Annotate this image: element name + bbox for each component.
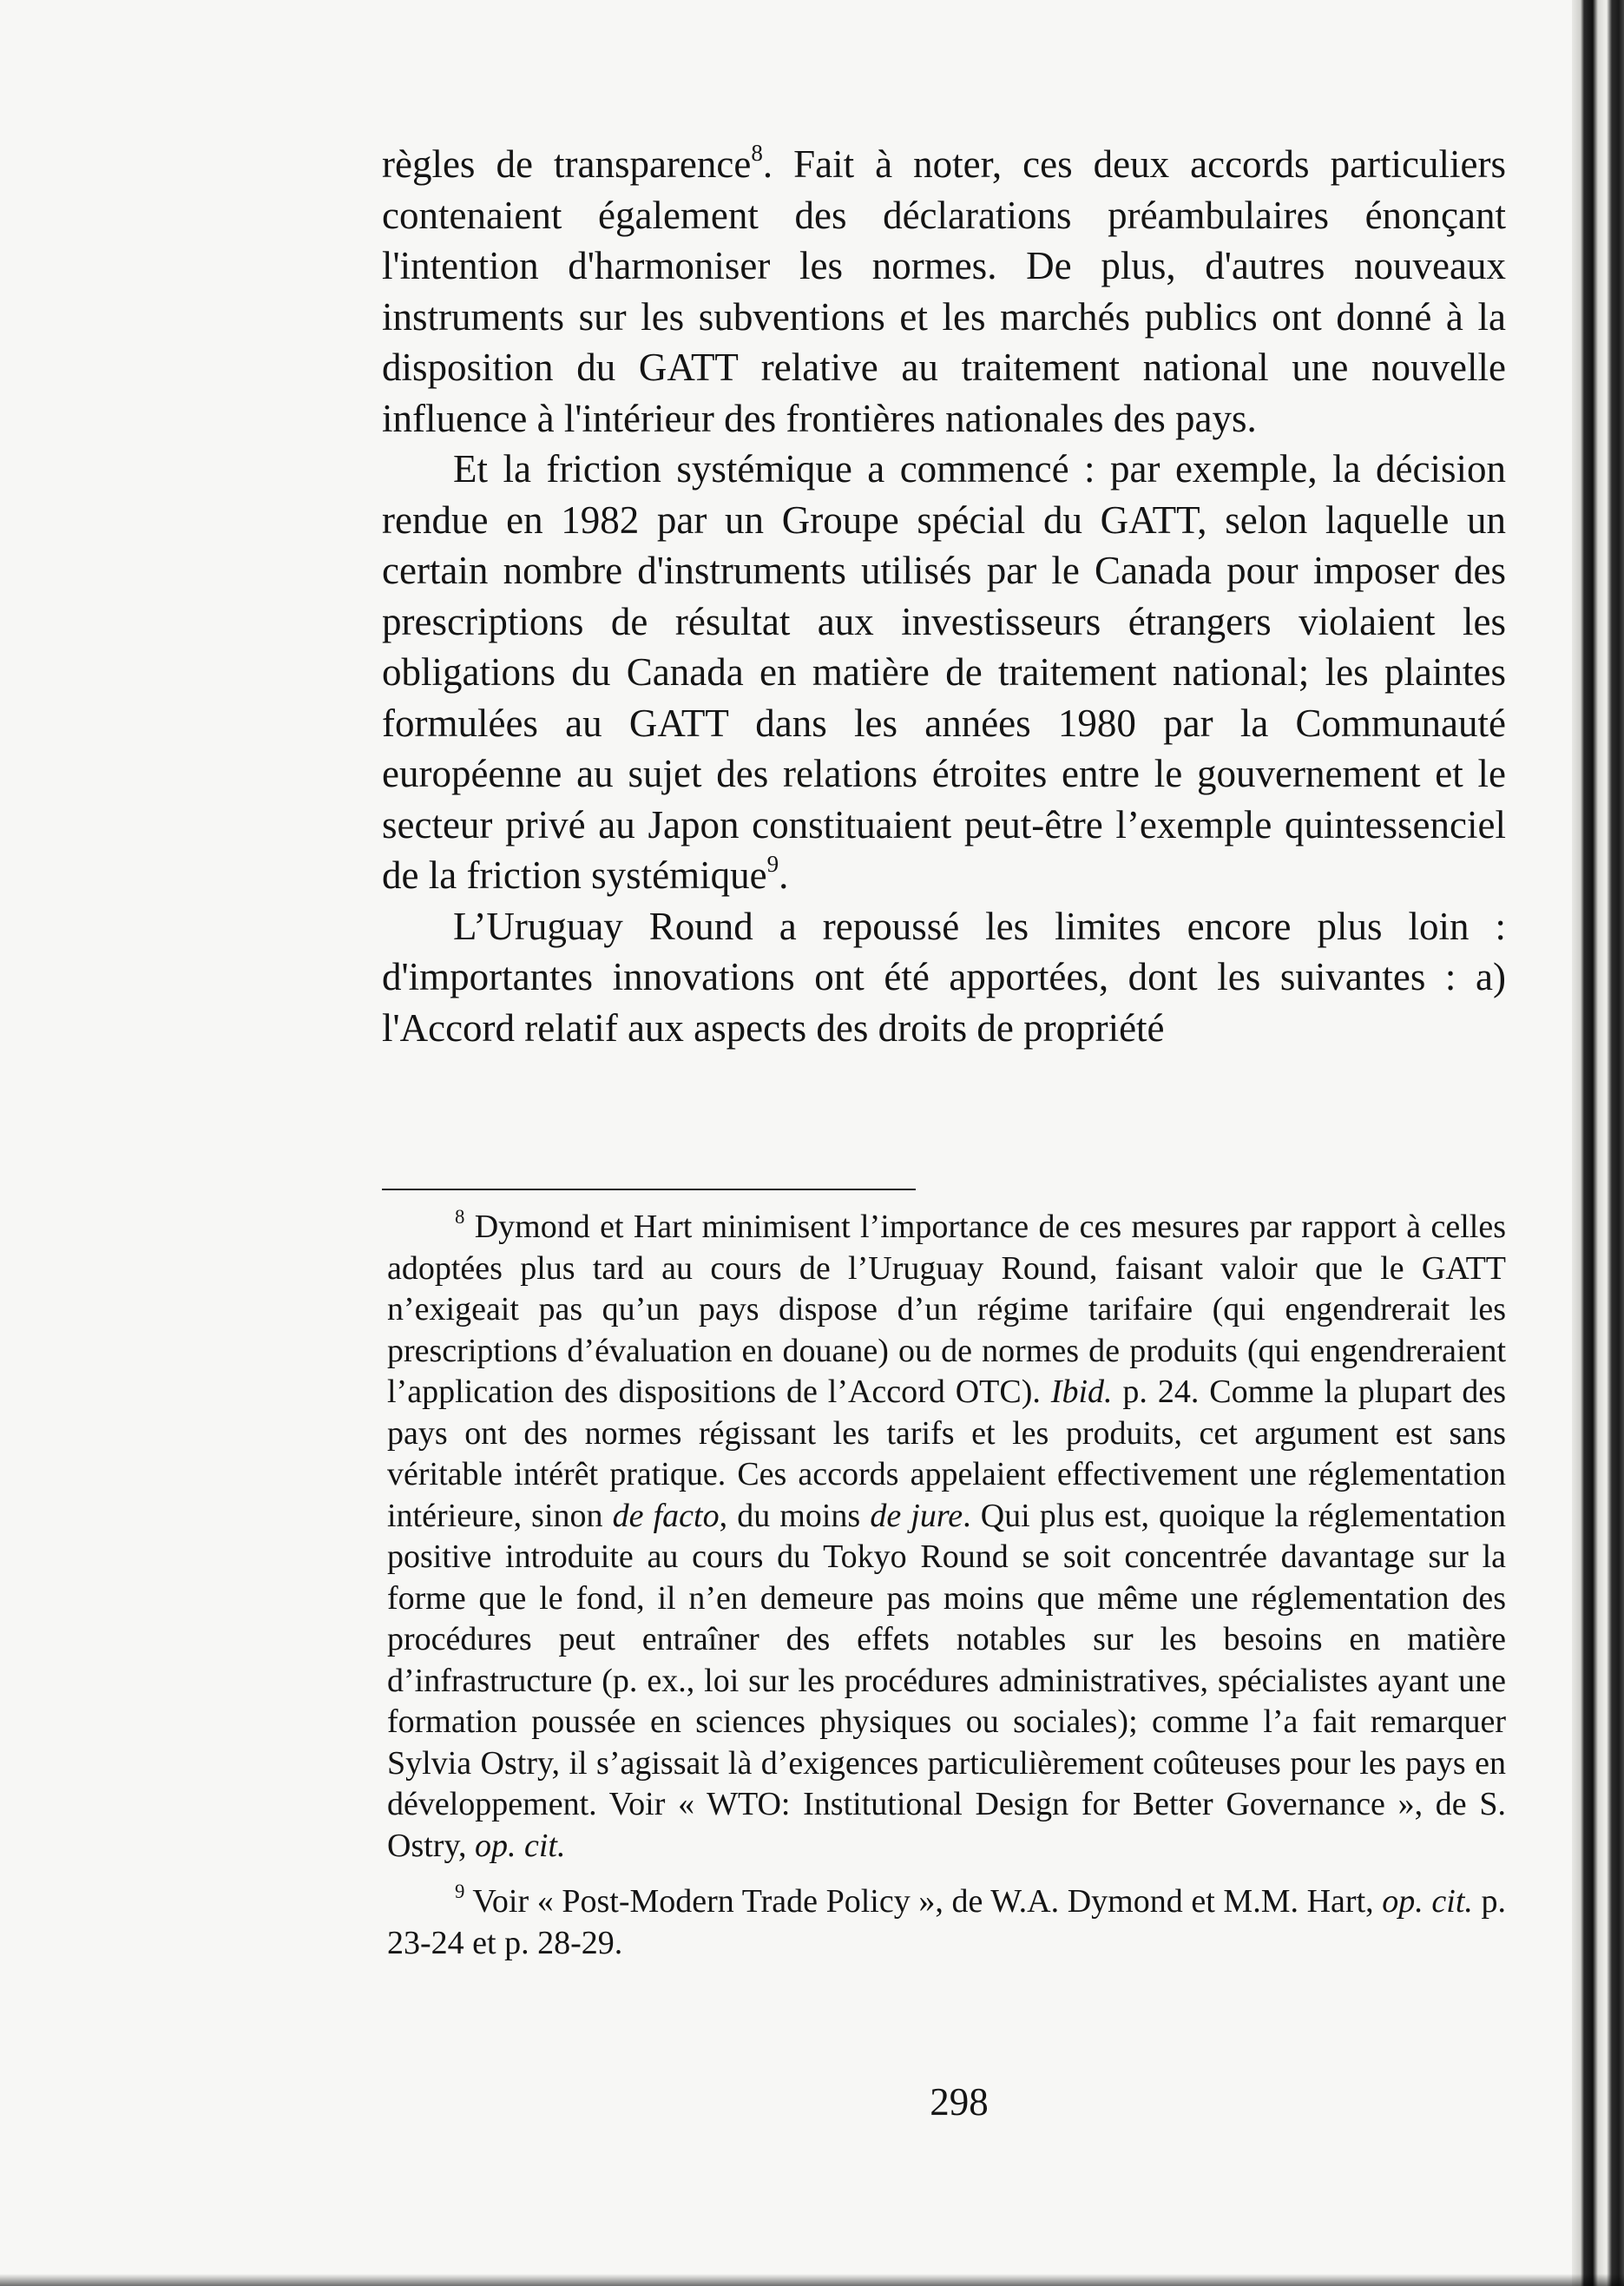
footnote-8 xyxy=(387,1207,1506,1867)
paragraph-2 xyxy=(382,444,1506,901)
footnote-9-text-2: p. 23-24 et p. 28-29. xyxy=(387,1883,1506,1961)
paragraph-1-text: règles de transparence xyxy=(382,142,752,186)
footnote-8-italic-1: Ibid. xyxy=(1050,1374,1113,1410)
paragraph-2-text: Et la friction systémique a commencé : par exemple, la décision rendue en 1982 par un Groupe spécial du GATT, selon laquelle un certain nombre d'instruments utilisés par le Canada pour imposer des prescriptions de résultat aux investisseurs étrangers violaient les obligations du Canada en matière de traitement national; les plaintes formulées au GATT dans les années 1980 par la Communauté européenne au sujet des relations étroites entre le gouvernement et le secteur privé au Japon constituaient peut-être l’exemple quintessenciel de la friction systémique xyxy=(382,447,1506,897)
footnote-8-italic-3: de jure xyxy=(870,1497,963,1534)
paragraph-3 xyxy=(382,901,1506,1054)
scan-bottom-shadow xyxy=(0,2274,1624,2286)
footnote-8-text-3: , du moins xyxy=(719,1497,871,1534)
page-number: 298 xyxy=(930,2080,989,2124)
footnote-8-text-2: p. 24. Comme la plupart des pays ont des normes régissant les tarifs et les produits, cet argument est sans véritable intérêt pratique. Ces accords appelaient effectivement une réglementation intérieure, sinon xyxy=(387,1374,1506,1534)
footnote-8-italic-2: de facto xyxy=(612,1497,720,1534)
paragraph-2-end: . xyxy=(779,853,789,897)
footnotes xyxy=(387,1207,1506,1964)
footnote-ref-8: 8 xyxy=(751,140,763,167)
footnote-8-text-4: . Qui plus est, quoique la réglementation positive introduite au cours du Tokyo Round se soit concentrée davantage sur la forme que le fond, il n’en demeure pas moins que même une réglementation des procédures peut entraîner des effets notables sur les besoins en matière d’infrastructure (p. ex., loi sur les procédures administratives, spécialistes ayant une formation poussée en sciences physiques ou sociales); comme l’a fait remarquer Sylvia Ostry, il s’agissait là d’exigences particulièrement coûteuses pour les pays en développement. Voir « WTO: Institutional Design for Better Governance », de S. Ostry, xyxy=(387,1497,1507,1864)
footnote-separator xyxy=(382,1189,916,1190)
footnote-ref-9: 9 xyxy=(766,851,779,878)
paragraph-1-text-cont: . Fait à noter, ces deux accords particuliers contenaient également des déclarations préambulaires énonçant l'intention d'harmoniser les normes. De plus, d'autres nouveaux instruments sur les subventions et les marchés publics ont donné à la disposition du GATT relative au traitement national une nouvelle influence à l'intérieur des frontières nationales des pays. xyxy=(382,142,1506,440)
footnote-9-italic-1: op. cit. xyxy=(1382,1883,1473,1920)
paragraph-3-text: L’Uruguay Round a repoussé les limites encore plus loin : d'importantes innovations ont été apportées, dont les suivantes : a) l'Accord relatif aux aspects des droits de propriété xyxy=(382,904,1506,1050)
footnote-9 xyxy=(387,1881,1506,1964)
footnote-8-marker: 8 xyxy=(455,1206,465,1229)
footnote-8-text-1: Dymond et Hart minimisent l’importance de ces mesures par rapport à celles adoptées plus tard au cours de l’Uruguay Round, faisant valoir que le GATT n’exigeait pas qu’un pays dispose d’un régime tarifaire (qui engendrerait les prescriptions d’évaluation en douane) ou de normes de produits (qui engendreraient l’application des dispositions de l’Accord OTC). xyxy=(387,1209,1506,1410)
paragraph-1 xyxy=(382,139,1506,444)
footnote-8-italic-4: op. cit. xyxy=(474,1827,566,1864)
main-text xyxy=(382,139,1506,1053)
scan-binding-edge xyxy=(1572,0,1624,2286)
footnote-9-text-1: Voir « Post-Modern Trade Policy », de W.A. Dymond et M.M. Hart, xyxy=(464,1883,1383,1920)
footnote-9-marker: 9 xyxy=(455,1881,465,1903)
